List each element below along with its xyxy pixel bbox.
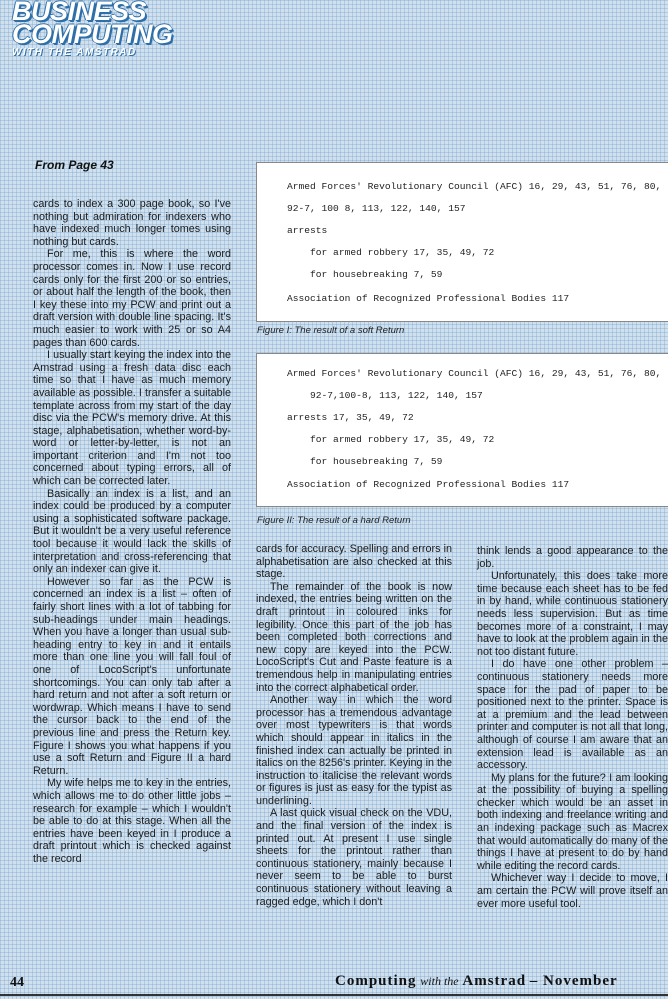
paragraph: cards to index a 300 page book, so I've nothing but admiration for indexers who have indexed much longer tomes using nothing but cards.	[33, 198, 231, 248]
paragraph: Basically an index is a list, and an index could be produced by a computer using a sophisticated software package. But it wouldn't be a very useful reference tool because it would lack the skills of interpretation and cross-referencing that only an indexer can give it.	[33, 487, 231, 576]
masthead-business: BUSINESS	[12, 0, 147, 26]
footer-title-computing: Computing	[335, 973, 417, 989]
footer-title-with: with the	[420, 974, 459, 988]
masthead	[12, 0, 192, 62]
masthead-subtitle: WITH THE AMSTRAD	[12, 47, 137, 58]
footer-title-amstrad: Amstrad	[462, 973, 527, 989]
paragraph: For me, this is where the word processor comes in. Now I use record cards only for the first 200 or so entries, or about half the length of the book, then I key these into my PCW and print out a draft version with double line spacing. It's much easier to work with 25 or so A4 pages than 600 cards.	[33, 248, 231, 349]
page-number: 44	[10, 975, 24, 990]
figure-line: for housebreaking 7, 59	[287, 456, 443, 467]
figure-line: for housebreaking 7, 59	[287, 269, 443, 280]
paragraph: However so far as the PCW is concerned an index is a list – often of fairly short lines with a lot of tabbing for sub-headings under main headings. When you have a longer than usual sub-heading entry to key in and it entails more than one line you will fall foul of one of LocoScript's unfortunate shortcomings. You can only tab after a hard return and not after a soft return or wordwrap. Which means I have to send the cursor back to the end of the previous line and press the Return key. Figure I shows you what happens if you use a soft Return and Figure II a hard Return.	[33, 575, 231, 777]
figure-soft-return	[256, 162, 668, 322]
figure-line: arrests	[287, 225, 328, 236]
figure-line: arrests 17, 35, 49, 72	[287, 412, 414, 423]
figure-line: Association of Recognized Professional Bodies 117	[287, 479, 570, 490]
paragraph: cards for accuracy. Spelling and errors in alphabetisation are also checked at this stage.	[256, 543, 452, 581]
paragraph: Unfortunately, this does take more time because each sheet has to be fed in by hand, while continuous stationery needs less supervision. But as time becomes more of a constraint, I may have to look at the problem again in the not too distant future.	[477, 570, 668, 658]
figure-line: 92-7,100-8, 113, 122, 140, 157	[287, 390, 483, 401]
footer-title-issue: – November	[529, 973, 618, 989]
figure-hard-return	[256, 353, 668, 507]
continuation-label: From Page 43	[35, 158, 114, 172]
article-column-2	[256, 543, 452, 908]
paragraph: My wife helps me to key in the entries, which allows me to do other little jobs – research for example – which I wouldn't be able to do at this stage. When all the entries have been keyed in I produce a draft printout which is checked against the record	[33, 777, 231, 865]
figure-line: for armed robbery 17, 35, 49, 72	[287, 434, 495, 445]
paragraph: Whichever way I decide to move, I am certain the PCW will prove itself an ever more useful tool.	[477, 872, 668, 910]
masthead-computing: COMPUTING	[12, 19, 173, 49]
paragraph: The remainder of the book is now indexed, the entries being written on the draft printout in coloured inks for legibility. Once this part of the job has been completed both corrections and new copy are keyed into the PCW. LocoScript's Cut and Paste feature is a tremendous help in manipulating entries into the correct alphabetical order.	[256, 580, 452, 694]
figure-caption: Figure II: The result of a hard Return	[257, 515, 411, 526]
article-column-1	[33, 198, 231, 865]
paragraph: I usually start keying the index into the Amstrad using a fresh data disc each time so that I have as much memory available as possible. I transfer a suitable template across from my start of the day disc via the PCW's memory drive. At this stage, alphabetisation, whether word-by-word or letter-by-letter, is not an important criterion and I'm not too concerned about typing errors, all of which can be corrected later.	[33, 349, 231, 488]
footer-magazine-title	[335, 973, 618, 990]
paragraph: I do have one other problem – continuous stationery needs more space for the pad of paper to be positioned next to the printer. Space is at a premium and the lead between printer and computer is not all that long, although of course I am aware that an extension lead is available as an accessory.	[477, 658, 668, 772]
paragraph: Another way in which the word processor has a tremendous advantage over most typewriters is that words which should appear in italics in the finished index can actually be printed in italics on the 8256's printer. Keying in the instruction to italicise the relevant words or figures is just as easy for the typist as underlining.	[256, 694, 452, 807]
footer-rule	[0, 994, 668, 996]
figure-caption: Figure I: The result of a soft Return	[257, 325, 405, 336]
figure-line: Association of Recognized Professional Bodies 117	[287, 293, 570, 304]
figure-line: 92-7, 100 8, 113, 122, 140, 157	[287, 203, 466, 214]
article-column-3	[477, 545, 668, 910]
figure-line: Armed Forces' Revolutionary Council (AFC) 16, 29, 43, 51, 76, 80,	[287, 181, 662, 192]
paragraph: think lends a good appearance to the job.	[477, 545, 668, 570]
paragraph: My plans for the future? I am looking at the possibility of buying a spelling checker which would be an asset in both indexing and freelance writing and an indexing package such as Macrex that would automatically do many of the things I have at present to do by hand while editing the record cards.	[477, 771, 668, 872]
figure-line: Armed Forces' Revolutionary Council (AFC) 16, 29, 43, 51, 76, 80,	[287, 368, 662, 379]
figure-line: for armed robbery 17, 35, 49, 72	[287, 247, 495, 258]
paragraph: A last quick visual check on the VDU, and the final version of the index is printed out. At present I use single sheets for the printout rather than continuous stationery, mainly because I never seem to be able to burst continuous stationery without leaving a ragged edge, which I don't	[256, 807, 452, 908]
